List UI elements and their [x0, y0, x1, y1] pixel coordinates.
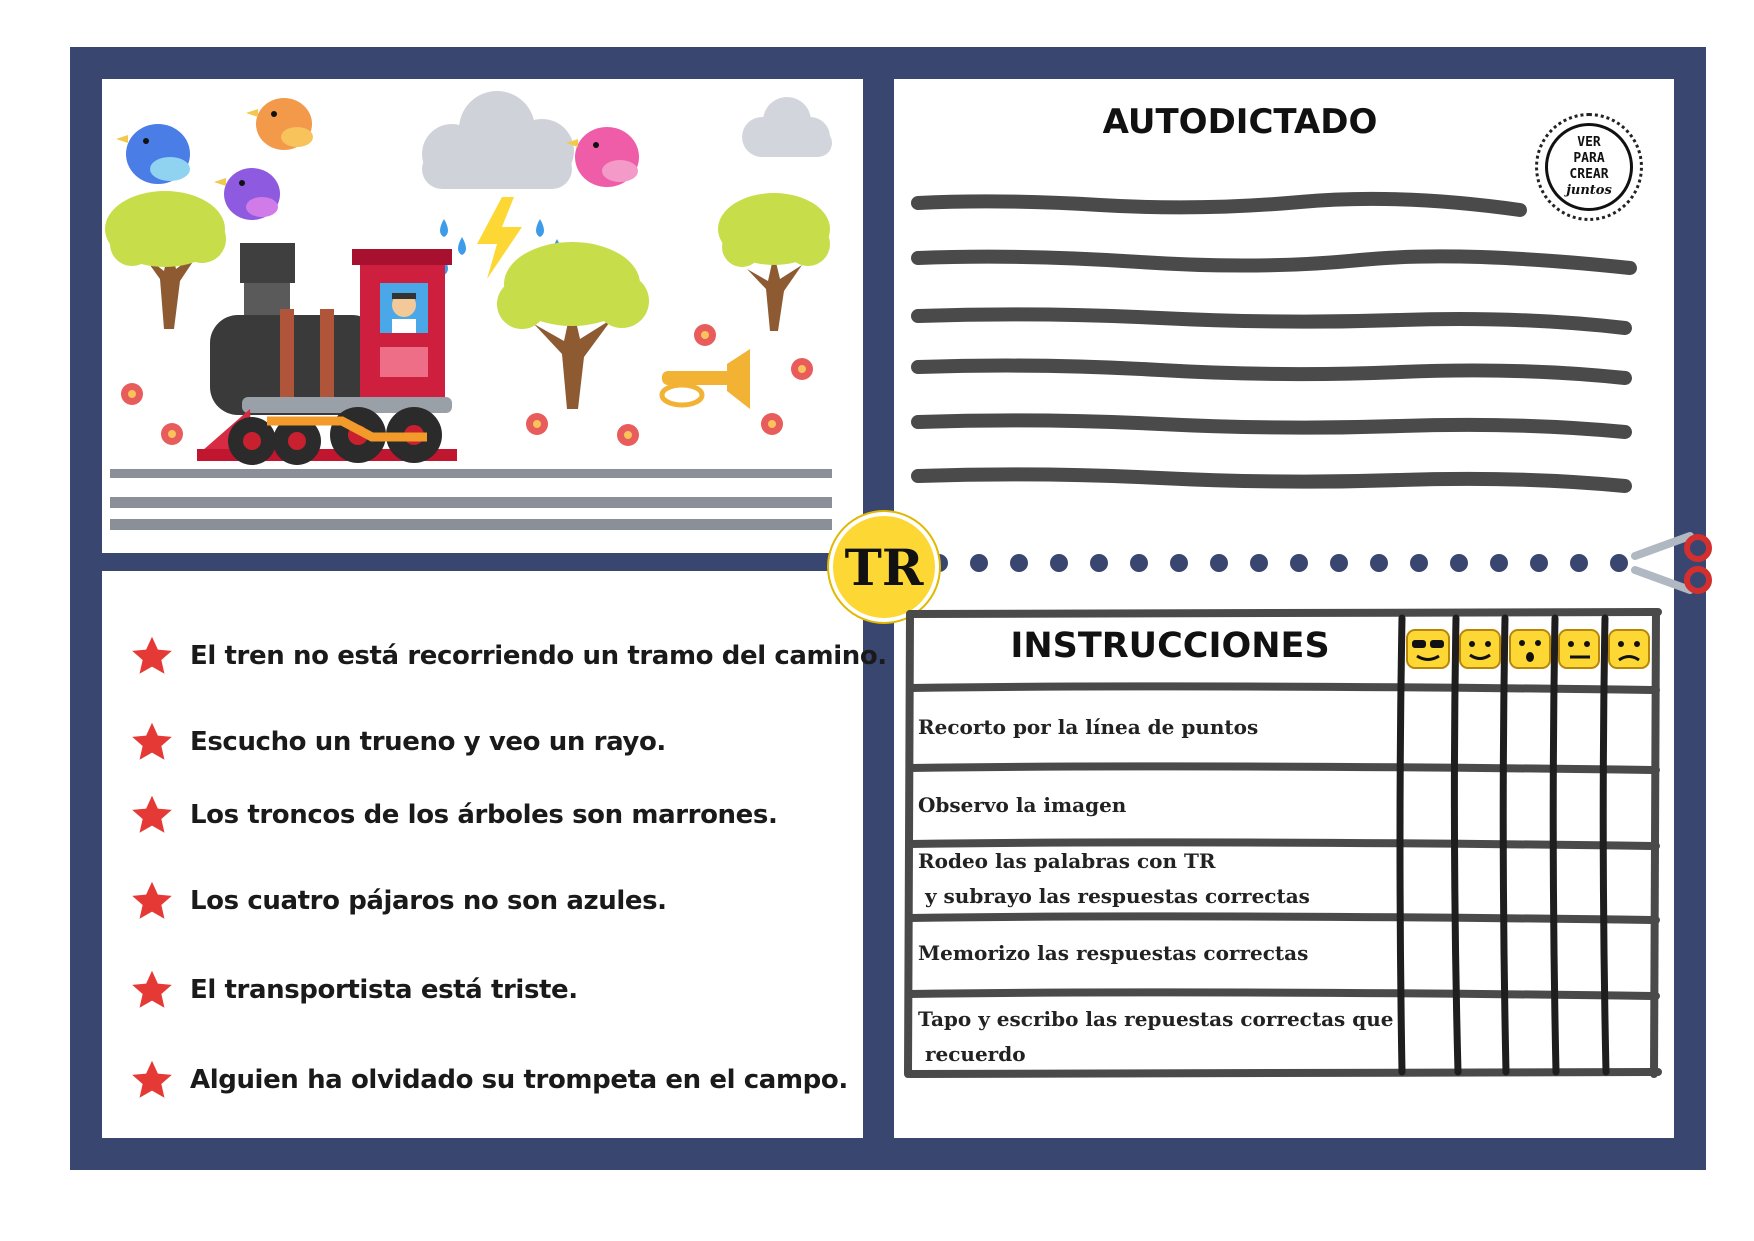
- autodictado-title: AUTODICTADO: [1102, 102, 1378, 142]
- blue-bird-icon: [116, 124, 190, 184]
- tree-icon: [497, 242, 649, 409]
- logo-line: CREAR: [1569, 167, 1609, 182]
- sentence-text: El transportista está triste.: [190, 975, 578, 1005]
- sentence-text: Alguien ha olvidado su trompeta en el campo.: [190, 1065, 848, 1095]
- sentence-text: El tren no está recorriendo un tramo del camino.: [190, 641, 887, 671]
- pink-bird-icon: [566, 127, 639, 187]
- logo-line: PARA: [1573, 151, 1605, 166]
- tr-badge: TR: [829, 512, 939, 622]
- star-icon: [130, 793, 174, 837]
- train-scene-illustration: [102, 79, 863, 553]
- tree-icon: [105, 191, 226, 329]
- train-icon: [197, 243, 457, 465]
- sentence-item: [130, 790, 777, 840]
- brand-logo: [1535, 113, 1643, 221]
- sentence-text: Los cuatro pájaros no son azules.: [190, 886, 667, 916]
- star-icon: [130, 879, 174, 923]
- star-icon: [130, 720, 174, 764]
- sentence-item: [130, 1055, 848, 1105]
- star-icon: [130, 1058, 174, 1102]
- right-panel: [894, 79, 1674, 1138]
- instructions-title: INSTRUCCIONES: [1010, 626, 1330, 666]
- orange-bird-icon: [246, 98, 313, 150]
- logo-script: juntos: [1566, 183, 1612, 198]
- sentence-item: [130, 631, 887, 681]
- star-icon: [130, 634, 174, 678]
- sentence-item: [130, 965, 578, 1015]
- instruction-step: Observo la imagen: [918, 793, 1127, 817]
- sentence-text: Escucho un trueno y veo un rayo.: [190, 727, 666, 757]
- sentence-text: Los troncos de los árboles son marrones.: [190, 800, 778, 830]
- separator-bar: [102, 553, 842, 571]
- trumpet-icon: [662, 349, 750, 409]
- instruction-step: Rodeo las palabras con TR y subrayo las respuestas correctas: [918, 849, 1310, 908]
- logo-line: VER: [1577, 135, 1601, 150]
- illustration-panel: [102, 79, 863, 553]
- instruction-step: Recorto por la línea de puntos: [918, 715, 1259, 739]
- cloud-icon: [742, 97, 832, 157]
- sentence-item: [130, 876, 667, 926]
- star-icon: [130, 968, 174, 1012]
- tree-icon: [718, 193, 830, 331]
- instruction-step: Memorizo las respuestas correctas: [918, 941, 1309, 965]
- instruction-step: Tapo y escribo las repuestas correctas que recuerdo: [918, 1007, 1394, 1066]
- purple-bird-icon: [214, 168, 280, 220]
- sentence-item: [130, 717, 666, 767]
